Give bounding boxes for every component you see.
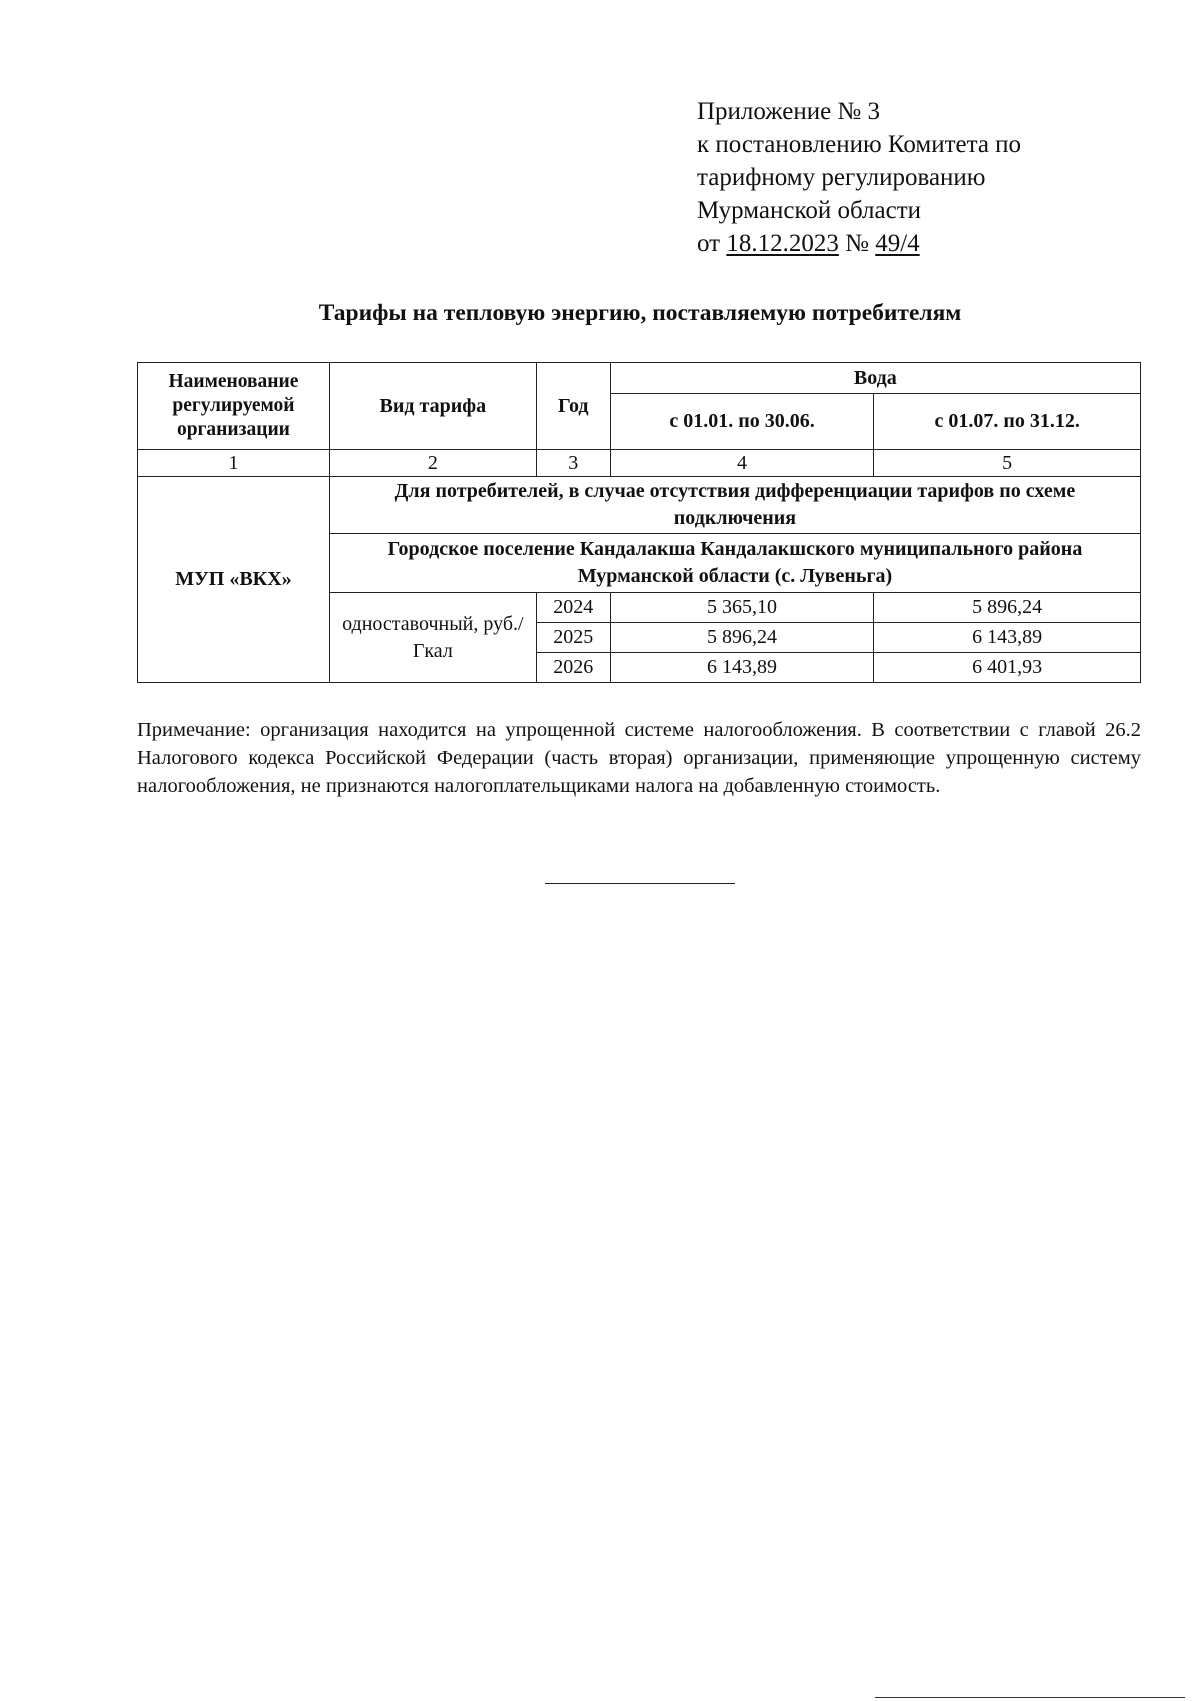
value-period-1: 6 143,89 <box>610 653 874 683</box>
appendix-date-line <box>697 227 1021 260</box>
section-heading-2: Городское поселение Кандалакша Кандалакшского муниципального района Мурманской области (с. Лувеньга) <box>329 534 1140 593</box>
header-org: Наименование регулируемой организации <box>138 363 330 450</box>
decree-date: 18.12.2023 <box>726 230 839 257</box>
date-prefix: от <box>697 230 727 257</box>
note-paragraph: Примечание: организация находится на упрощенной системе налогообложения. В соответствии с главой 26.2 Налогового кодекса Российской Федерации (часть вторая) организации, применяющие упрощенную систему налогообложения, не признаются налогоплательщиками налога на добавленную стоимость. <box>137 719 1141 797</box>
col-number-1: 1 <box>138 450 330 477</box>
header-water: Вода <box>610 363 1140 394</box>
year-cell: 2025 <box>536 623 610 653</box>
org-name: МУП «ВКХ» <box>138 477 330 683</box>
value-period-1: 5 896,24 <box>610 623 874 653</box>
col-number-5: 5 <box>874 450 1141 477</box>
col-number-3: 3 <box>536 450 610 477</box>
appendix-line-3: тарифному регулированию <box>697 164 986 191</box>
tariff-table <box>137 362 1141 683</box>
header-year: Год <box>536 363 610 450</box>
section-row-1 <box>138 477 1141 534</box>
number-prefix: № <box>838 230 876 257</box>
year-cell: 2026 <box>536 653 610 683</box>
appendix-block <box>697 95 1021 260</box>
header-period-2: с 01.07. по 31.12. <box>874 394 1141 450</box>
value-period-2: 5 896,24 <box>874 593 1141 623</box>
appendix-line-4: Мурманской области <box>697 197 922 224</box>
value-period-2: 6 401,93 <box>874 653 1141 683</box>
appendix-title: Приложение № 3 <box>697 98 881 125</box>
header-tariff-type: Вид тарифа <box>329 363 536 450</box>
bottom-edge-line <box>875 1697 1185 1698</box>
col-number-4: 4 <box>610 450 874 477</box>
col-number-2: 2 <box>329 450 536 477</box>
header-row-1 <box>138 363 1141 394</box>
year-cell: 2024 <box>536 593 610 623</box>
appendix-line-2: к постановлению Комитета по <box>697 131 1022 158</box>
tariff-label: одноставочный, руб./Гкал <box>329 593 536 683</box>
value-period-2: 6 143,89 <box>874 623 1141 653</box>
separator-line <box>545 883 735 884</box>
decree-number: 49/4 <box>875 230 920 257</box>
column-number-row <box>138 450 1141 477</box>
value-period-1: 5 365,10 <box>610 593 874 623</box>
document-title: Тарифы на тепловую энергию, поставляемую потребителям <box>318 300 962 326</box>
section-heading-1: Для потребителей, в случае отсутствия дифференциации тарифов по схеме подключения <box>329 477 1140 534</box>
header-period-1: с 01.01. по 30.06. <box>610 394 874 450</box>
